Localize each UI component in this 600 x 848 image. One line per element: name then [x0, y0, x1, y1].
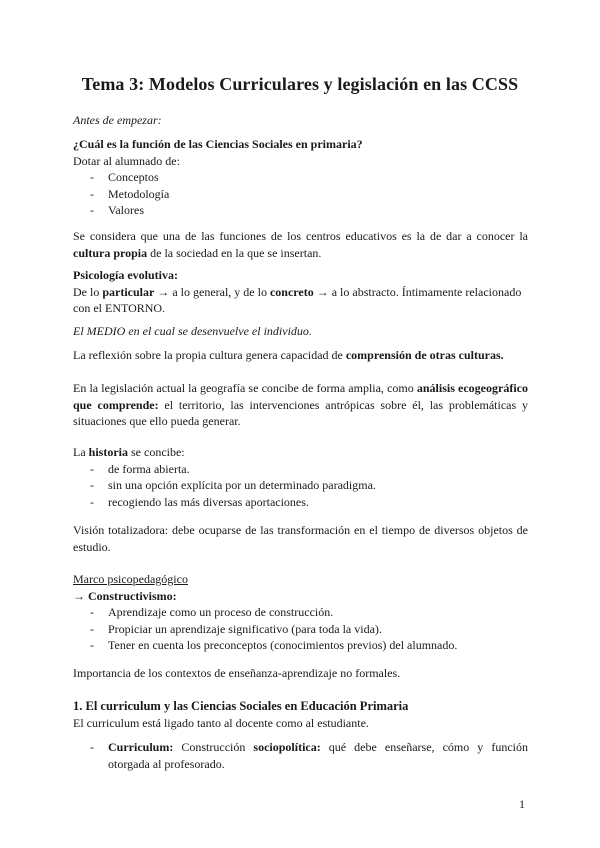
- text-span: De lo: [73, 284, 103, 299]
- importancia-text: Importancia de los contextos de enseñanza-aprendizaje no formales.: [73, 666, 401, 680]
- list-item: - Tener en cuenta los preconceptos (conocimientos previos) del alumnado.: [73, 637, 528, 654]
- cultura-paragraph: [73, 228, 528, 261]
- text-span: → a lo abstracto. Íntimamente relacionado con el ENTORNO.: [73, 284, 522, 315]
- bold-text: historia: [88, 445, 128, 459]
- psicologia-heading: Psicología evolutiva:: [73, 268, 178, 282]
- text-span: En la legislación actual la geografía se concibe de forma amplia, como: [73, 381, 417, 395]
- question-list: [73, 169, 528, 219]
- bold-text: Curriculum:: [108, 740, 174, 754]
- list-item: - Propiciar un aprendizaje significativo (para toda la vida).: [73, 621, 528, 638]
- bold-text: cultura propia: [73, 245, 148, 260]
- text-span: qué debe enseñarse, cómo y función otorgada al profesorado.: [108, 740, 528, 771]
- list-item: - de forma abierta.: [73, 461, 528, 478]
- section-heading: 1. El curriculum y las Ciencias Sociales en Educación Primaria: [73, 699, 409, 713]
- text-span: La: [73, 445, 89, 459]
- text-span: Construcción: [173, 740, 254, 754]
- list-item: - Metodología: [73, 186, 528, 203]
- list-item: - Aprendizaje como un proceso de construcción.: [73, 604, 528, 621]
- vision-paragraph: Visión totalizadora: debe ocuparse de las transformación en el tiempo de diversos objetos de estudio.: [73, 523, 528, 554]
- question-lead: Dotar al alumnado de:: [73, 153, 180, 168]
- text-span: → a lo general, y de lo: [154, 284, 270, 299]
- list-item: [73, 739, 528, 772]
- psicologia-section: [73, 267, 528, 317]
- list-item: - sin una opción explícita por un determinado paradigma.: [73, 477, 528, 494]
- medio-text: El MEDIO en el cual se desenvuelve el individuo.: [73, 324, 312, 338]
- text-span: Se considera que una de las funciones de los centros educativos es la de dar a conocer la: [73, 229, 528, 243]
- intro-text: Antes de empezar:: [73, 113, 162, 127]
- marco-heading: Marco psicopedagógico: [73, 572, 188, 586]
- section-lead: El curriculum está ligado tanto al docente como al estudiante.: [73, 715, 369, 730]
- bold-text: comprensión de otras culturas.: [345, 348, 504, 362]
- list-item: - Conceptos: [73, 169, 528, 186]
- constructivismo-heading: → Constructivismo:: [73, 588, 177, 603]
- marco-section: [73, 571, 528, 654]
- text-span: La reflexión sobre la propia cultura genera capacidad de: [73, 348, 346, 362]
- historia-lead: [73, 444, 528, 461]
- page-number: 1: [519, 797, 525, 811]
- historia-list: [73, 461, 528, 511]
- reflexion-paragraph: [73, 347, 528, 364]
- historia-section: [73, 444, 528, 510]
- text-span: se concibe:: [128, 445, 185, 459]
- curriculum-list: [73, 739, 528, 772]
- geografia-paragraph: [73, 380, 528, 430]
- psicologia-text: [73, 284, 528, 317]
- question-section: [73, 136, 528, 219]
- section-1: [73, 698, 528, 772]
- bold-text: particular: [102, 284, 155, 299]
- list-item: - Valores: [73, 202, 528, 219]
- question-heading: ¿Cuál es la función de las Ciencias Sociales en primaria?: [73, 137, 363, 151]
- list-item: - recogiendo las más diversas aportaciones.: [73, 494, 528, 511]
- page-title: Tema 3: Modelos Curriculares y legislación en las CCSS: [81, 74, 519, 94]
- marco-list: [73, 604, 528, 654]
- text-span: el territorio, las intervenciones antrópicas sobre él, las problemáticas y situaciones que ello pueda generar.: [73, 397, 528, 428]
- text-span: de la sociedad en la que se insertan.: [147, 245, 322, 260]
- bold-text: análisis ecogeográfico que comprende:: [73, 381, 528, 412]
- bold-text: sociopolítica:: [253, 740, 321, 754]
- bold-text: concreto: [269, 284, 314, 299]
